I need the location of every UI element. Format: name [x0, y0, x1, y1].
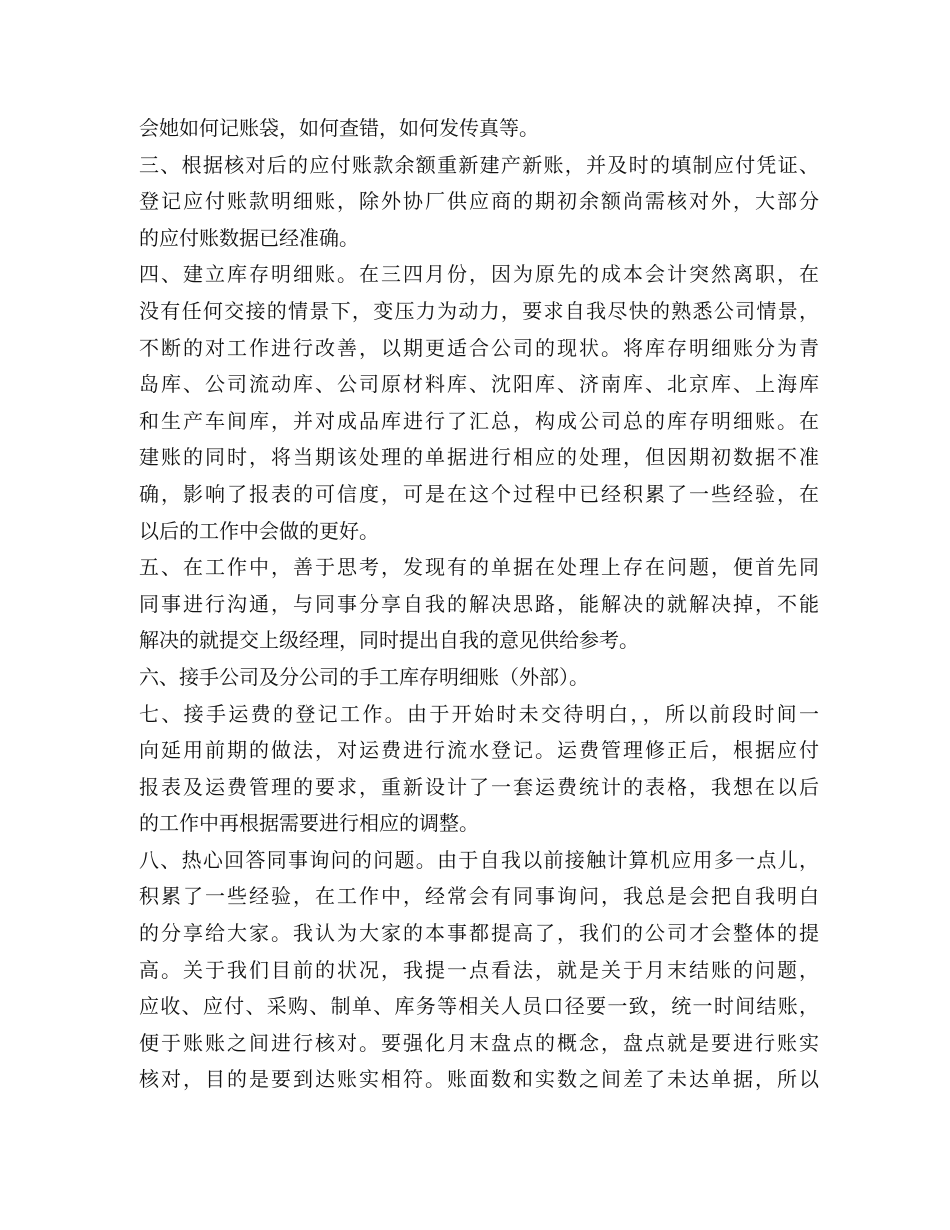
text-line: 以后的工作中会做的更好。: [139, 518, 379, 543]
text-line: 四、建立库存明细账。在三四月份，因为原先的成本会计突然离职，在: [139, 262, 819, 287]
text-line: 八、热心回答同事询问的问题。由于自我以前接触计算机应用多一点儿，: [139, 847, 819, 872]
text-line: 五、在工作中，善于思考，发现有的单据在处理上存在问题，便首先同: [139, 555, 819, 580]
text-line: 三、根据核对后的应付账款余额重新建产新账，并及时的填制应付凭证、: [139, 152, 819, 177]
text-line: 的工作中再根据需要进行相应的调整。: [139, 811, 479, 836]
text-line: 的应付账数据已经准确。: [139, 225, 359, 250]
text-line: 积累了一些经验，在工作中，经常会有同事询问，我总是会把自我明白: [139, 884, 819, 909]
text-line: 登记应付账款明细账，除外协厂供应商的期初余额尚需核对外，大部分: [139, 189, 819, 214]
text-line: 核对，目的是要到达账实相符。账面数和实数之间差了未达单据，所以: [139, 1067, 819, 1092]
text-line: 报表及运费管理的要求，重新设计了一套运费统计的表格，我想在以后: [139, 774, 819, 799]
document-body: [139, 110, 819, 1098]
text-line: 建账的同时，将当期该处理的单据进行相应的处理，但因期初数据不准: [139, 445, 819, 470]
text-line: 的分享给大家。我认为大家的本事都提高了，我们的公司才会整体的提: [139, 921, 819, 946]
text-line: 确，影响了报表的可信度，可是在这个过程中已经积累了一些经验，在: [139, 481, 819, 506]
text-line: 高。关于我们目前的状况，我提一点看法，就是关于月末结账的问题，: [139, 957, 819, 982]
text-line: 岛库、公司流动库、公司原材料库、沈阳库、济南库、北京库、上海库: [139, 372, 819, 397]
text-line: 不断的对工作进行改善，以期更适合公司的现状。将库存明细账分为青: [139, 335, 819, 360]
text-line: 便于账账之间进行核对。要强化月末盘点的概念，盘点就是要进行账实: [139, 1030, 819, 1055]
text-line: 向延用前期的做法，对运费进行流水登记。运费管理修正后，根据应付: [139, 738, 819, 763]
text-line: 没有任何交接的情景下，变压力为动力，要求自我尽快的熟悉公司情景，: [139, 298, 819, 323]
text-line: 应收、应付、采购、制单、库务等相关人员口径要一致，统一时间结账，: [139, 994, 819, 1019]
text-line: 六、接手公司及分公司的手工库存明细账（外部）。: [139, 664, 589, 689]
text-line: 七、接手运费的登记工作。由于开始时未交待明白，，所以前段时间一: [139, 701, 819, 726]
text-line: 和生产车间库，并对成品库进行了汇总，构成公司总的库存明细账。在: [139, 408, 819, 433]
text-line: 会她如何记账袋，如何查错，如何发传真等。: [139, 116, 539, 140]
text-line: 同事进行沟通，与同事分享自我的解决思路，能解决的就解决掉，不能: [139, 591, 819, 616]
text-line: 解决的就提交上级经理，同时提出自我的意见供给参考。: [139, 628, 639, 653]
